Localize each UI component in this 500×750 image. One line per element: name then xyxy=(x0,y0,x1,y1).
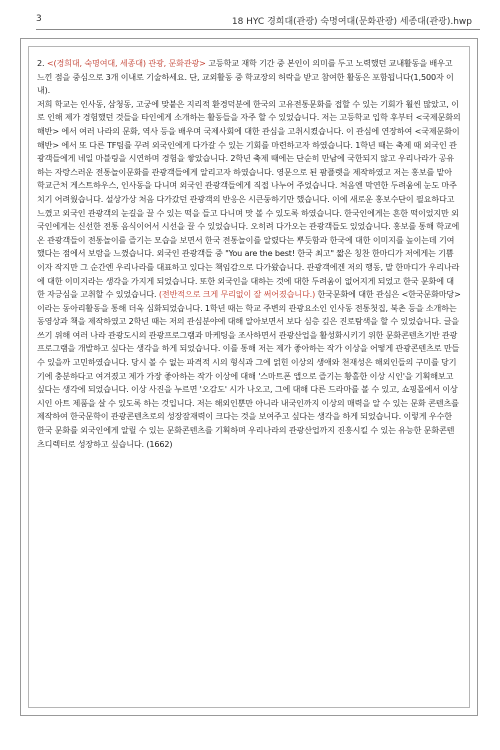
question-prompt xyxy=(37,57,461,98)
essay-paragraph-1: 저희 학교는 인사동, 삼청동, 고궁에 맞붙은 지리적 환경덕분에 한국의 고유전통문화를 접할 수 있는 기회가 훨씬 많았고, 이로 인해 제가 경험했던 것들을 타인에게 소개하는 활동들을 자주 할 수 있었습니다. 저는 고등학교 입학 후부터 <국제문화의해반> 에서 여러 나라의 문화, 역사 등을 배우며 국제사회에 대한 관심을 고취시켰습니다. 이 관심에 연장하여 <국제문화이해반> 에서 또 다른 TF팀를 꾸려 외국인에게 다가갈 수 있는 기회를 마련하고자 하였습니다. 1학년 때는 축제 때 외국인 관광객들에게 네일 마블링을 시연하며 경험을 쌓았습니다. 2학년 축제 때에는 단순히 만남에 국한되지 않고 우리나라가 공유하는 자랑스러운 전통놀이문화를 관광객들에게 알리고자 하였습니다. 영문으로 된 팜플렛을 제작하였고 저는 홍보를 맡아 학교근처 게스트하우스, 인사동을 다니며 외국인 관광객들에게 직접 나누어 주었습니다. 처음엔 막연한 두려움에 눈도 마주치기 어려웠습니다. 설상가상 처음 다가갔던 관광객의 반응은 시큰둥하기만 했습니다. 이에 새로운 홍보수단이 필요하다고 느꼈고 외국인 관광객의 눈길을 끌 수 있는 떡을 들고 다니며 맛 볼 수 있도록 하였습니다. 한국인에게는 흔한 떡이었지만 외국인에게는 신선한 전통 음식이어서 시선을 끌 수 있었습니다. 오히려 다가오는 관광객들도 있었습니다. 홍보를 통해 학교에 온 관광객들이 전통놀이를 즐기는 모습을 보면서 한국 전통놀이를 알렸다는 뿌듯함과 한국에 대한 이미지를 높이는데 기여했다는 점에서 보람을 느꼈습니다. 외국인 관광객들 중 "You are the best! 한국 최고" 짧은 칭찬 한마디가 저에게는 기쁨이자 작지만 그 순간엔 우리나라를 대표하고 있다는 책임감으로 다가왔습니다. 관광객에겐 저의 행동, 말 한마디가 우리나라에 대한 이미지라는 생각을 가지게 되었습니다. 또한 외국인을 대하는 것에 대한 두려움이 없어지게 되었고 한국 문화에 대한 자긍심을 고취할 수 있었습니다. xyxy=(37,98,461,300)
question-target-schools: <(경희대, 숙명여대, 세종대) 관광, 문화관광> xyxy=(46,58,206,68)
page-header xyxy=(36,14,480,30)
document-title: 18 HYC 경희대(관광) 숙명여대(문화관광) 세종대(관광).hwp xyxy=(231,17,472,27)
reviewer-note: (전반적으로 크게 무리없이 잘 써어졌습니다.) xyxy=(158,289,316,300)
answer-box xyxy=(28,46,470,708)
question-number: 2. xyxy=(37,58,45,68)
essay-body xyxy=(37,98,461,451)
header-divider xyxy=(36,29,480,30)
question-text: 고등학교 재학 기간 중 본인이 의미를 두고 노력했던 교내활동을 배우고 느낀 점을 중심으로 3개 이내로 기술하세요. 단, 교외활동 중 학교장의 허락을 받고 참여한 활동은 포함됩니다(1,500자 이내). xyxy=(37,58,454,96)
essay-paragraph-2: 한국문화에 대한 관심은 <한국문화마당> 이라는 동아리활동을 통해 더욱 심화되었습니다. 1학년 때는 학교 주변의 관광요소인 인사동 전통첫집, 북촌 등을 소개하는 동영상과 책을 제작하였고 2학년 때는 저의 관심분야에 대해 알아보면서 보다 심층 깊은 진로탐색을 할 수 있었습니다. 글을 쓰기 위해 여러 나라 관광도시의 관광프로그램과 마케팅을 조사하면서 관광산업을 활성화시키기 위한 문화콘텐츠기반 관광프로그램을 개발하고 싶다는 생각을 하게 되었습니다. 이를 통해 저는 제가 좋아하는 작가 이상을 어떻게 관광콘텐츠로 만들 수 있을까 고민하였습니다. 당시 볼 수 없는 파격적 시의 형식과 그에 얽힌 이상의 생애와 천재성은 해외인들의 구미를 당기기에 충분하다고 여겨졌고 제가 가장 좋아하는 작가 이상에 대해 '스마트폰 앱으로 즐기는 황홀한 이상 시인'을 기획해보고 싶다는 생각에 되었습니다. 이상 사진을 누르면 '오감도' 시가 나오고, 그에 대해 다른 드라마를 볼 수 있고, 쇼핑몰에서 이상 시인 아트 제품을 살 수 있도록 하는 것입니다. 저는 해외인뿐만 아니라 내국인까지 이상의 매력을 알 수 있는 문화 콘텐츠를 제작하여 한국문학이 관광콘텐츠로의 성장잠재력이 크다는 것을 보여주고 싶다는 생각을 하게 되었습니다. 이렇게 우수한 한국 문화를 외국인에게 알릴 수 있는 문화콘텐츠를 기획하며 우리나라의 관광산업까지 진흥시킬 수 있는 유능한 문화콘텐츠디렉터로 성장하고 싶습니다. (1662) xyxy=(37,289,461,449)
page-number: 3 xyxy=(36,14,42,24)
